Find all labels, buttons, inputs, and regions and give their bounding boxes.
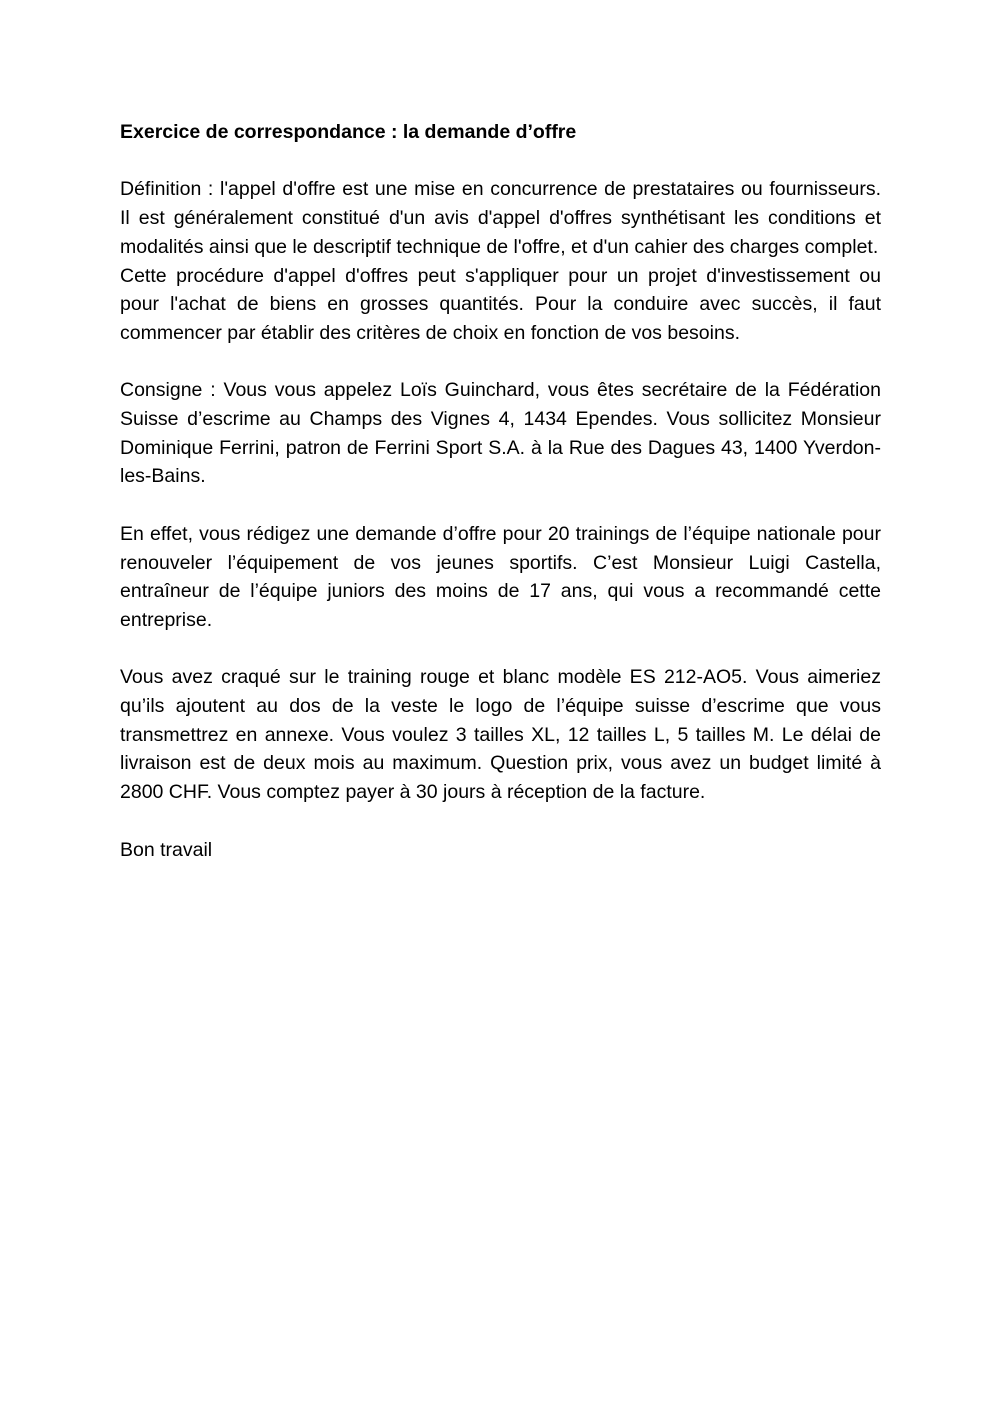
instruction-paragraph: Consigne : Vous vous appelez Loïs Guinchard, vous êtes secrétaire de la Fédération Suisse d’escrime au Champs des Vignes 4, 1434 Ependes. Vous sollicitez Monsieur Dominique Ferrini, patron de Ferrini Sport S.A. à la Rue des Dagues 43, 1400 Yverdon-les-Bains. [120,379,881,488]
closing-line: Bon travail [120,838,213,861]
document-page [120,118,881,864]
procedure-paragraph: Cette procédure d'appel d'offres peut s'appliquer pour un projet d'investissement ou pour l'achat de biens en grosses quantités. Pour la conduire avec succès, il faut commencer par établir des critères de choix en fonction de vos besoins. [120,264,881,344]
document-title: Exercice de correspondance : la demande d’offre [120,121,577,143]
request-paragraph: En effet, vous rédigez une demande d’offre pour 20 trainings de l’équipe nationale pour renouveler l’équipement de vos jeunes sportifs. C’est Monsieur Luigi Castella, entraîneur de l’équipe juniors des moins de 17 ans, qui vous a recommandé cette entreprise. [120,522,881,631]
definition-paragraph: Définition : l'appel d'offre est une mise en concurrence de prestataires ou fournisseurs. Il est généralement constitué d'un avis d'appel d'offres synthétisant les conditions et modalités ainsi que le descriptif technique de l'offre, et d'un cahier des charges complet. [120,178,881,258]
details-paragraph: Vous avez craqué sur le training rouge et blanc modèle ES 212-AO5. Vous aimeriez qu’ils ajoutent au dos de la veste le logo de l’équipe suisse d’escrime que vous transmettrez en annexe. Vous voulez 3 tailles XL, 12 tailles L, 5 tailles M. Le délai de livraison est de deux mois au maximum. Question prix, vous avez un budget limité à 2800 CHF. Vous comptez payer à 30 jours à réception de la facture. [120,666,881,804]
